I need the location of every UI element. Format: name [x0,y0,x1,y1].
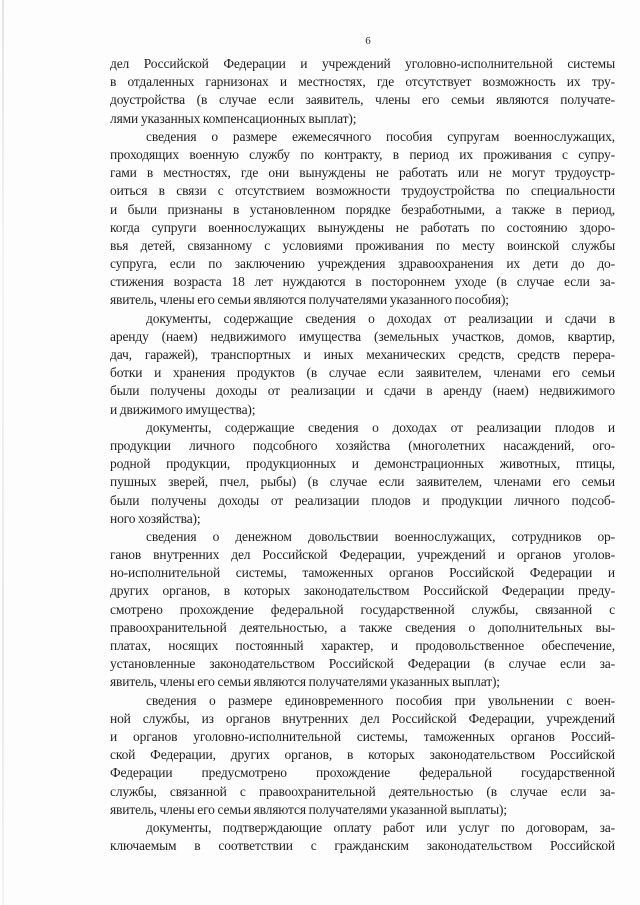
text-line: дач, гаражей), транспортных и иных механических средств, средств перера- [110,347,615,362]
document-body [110,55,615,855]
text-line: явитель, члены его семьи являются получателями указанных выплат); [110,674,500,690]
text-line: супруга, если по заключению учреждения здравоохранения их дети до до- [110,256,615,272]
text-line: ганов внутренних дел Российской Федерации, учреждений и органов уголов- [110,547,615,563]
text-line: продукции личного подсобного хозяйства (многолетних насаждений, ого- [110,437,615,453]
text-line: сведения о денежном довольствии военнослужащих, сотрудников ор- [146,528,615,544]
text-line: в отдаленных гарнизонах и местностях, где отсутствует возможность их тру- [110,74,615,90]
text-line: сведения о размере ежемесячного пособия супругам военнослужащих, [146,128,615,144]
text-line: ской Федерации, других органов, в которых законодательством Российской [110,747,615,763]
text-line: гами в местностях, где они вынуждены не работать или не могут трудоустр- [110,165,615,181]
scan-edge [2,0,4,905]
text-line: родной продукции, продукционных и демонстрационных животных, птицы, [110,456,615,472]
text-line: доустройства (в случае если заявитель, члены его семьи являются получате- [110,92,615,108]
text-line: когда супруги военнослужащих вынуждены не работать по состоянию здоро- [110,219,615,235]
text-line: были получены доходы от реализации плодов и продукции личного подсоб- [110,492,615,508]
text-line: ной службы, из органов внутренних дел Российской Федерации, учреждений [110,710,615,726]
text-line: дел Российской Федерации и учреждений уголовно-исполнительной системы [110,56,615,71]
text-line: и движимого имущества); [110,401,256,417]
text-line: пушных зверей, пчел, рыбы) (в случае если заявителем, членами его семьи [110,474,615,490]
text-line: сведения о размере единовременного пособия при увольнении с воен- [146,692,615,708]
text-line: документы, содержащие сведения о доходах от реализации и сдачи в [146,310,615,326]
text-line: но-исполнительной системы, таможенных органов Российской Федерации и [110,565,615,581]
text-line: службы, связанной с правоохранительной деятельностью (в случае если за- [110,783,615,799]
text-line: вья детей, связанному с условиями проживания по месту воинской службы [110,237,615,253]
text-line: оиться в связи с отсутствием возможности трудоустройства по специальности [110,183,615,199]
text-line: Федерации предусмотрено прохождение федеральной государственной [110,765,615,781]
text-line: и были признаны в установленном порядке безработными, а также в период, [110,201,615,217]
text-line: правоохранительной деятельностью, а также сведения о дополнительных вы- [110,619,615,635]
text-line: ного хозяйства); [110,510,201,526]
text-line: стижения возраста 18 лет нуждаются в постороннем уходе (в случае если за- [110,274,615,290]
page-number: 6 [365,35,371,47]
text-line: других органов, в которых законодательством Российской Федерации преду- [110,583,615,599]
text-line: документы, содержащие сведения о доходах от реализации плодов и [146,419,615,435]
text-line: лями указанных компенсационных выплат); [110,110,357,126]
text-line: платах, носящих постоянный характер, и продовольственное обеспечение, [110,638,615,653]
text-line: были получены доходы от реализации и сдачи в аренду (наем) недвижимого [110,383,615,399]
text-line: документы, подтверждающие оплату работ или услуг по договорам, за- [146,819,615,835]
text-line: ключаемым в соответствии с гражданским законодательством Российской [110,838,615,854]
text-line: явитель, члены его семьи являются получателями указанной выплаты); [110,801,507,817]
text-line: проходящих военную службу по контракту, в период их проживания с супру- [110,146,615,162]
text-line: и органов уголовно-исполнительной системы, таможенных органов Россий- [110,728,615,744]
text-line: ботки и хранения продуктов (в случае если заявителем, членами его семьи [110,365,615,381]
text-line: установленные законодательством Российской Федерации (в случае если за- [110,656,615,672]
text-line: аренду (наем) недвижимого имущества (земельных участков, домов, квартир, [110,328,615,344]
text-line: явитель, члены его семьи являются получателями указанного пособия); [110,292,509,308]
text-line: смотрено прохождение федеральной государственной службы, связанной с [110,601,615,617]
